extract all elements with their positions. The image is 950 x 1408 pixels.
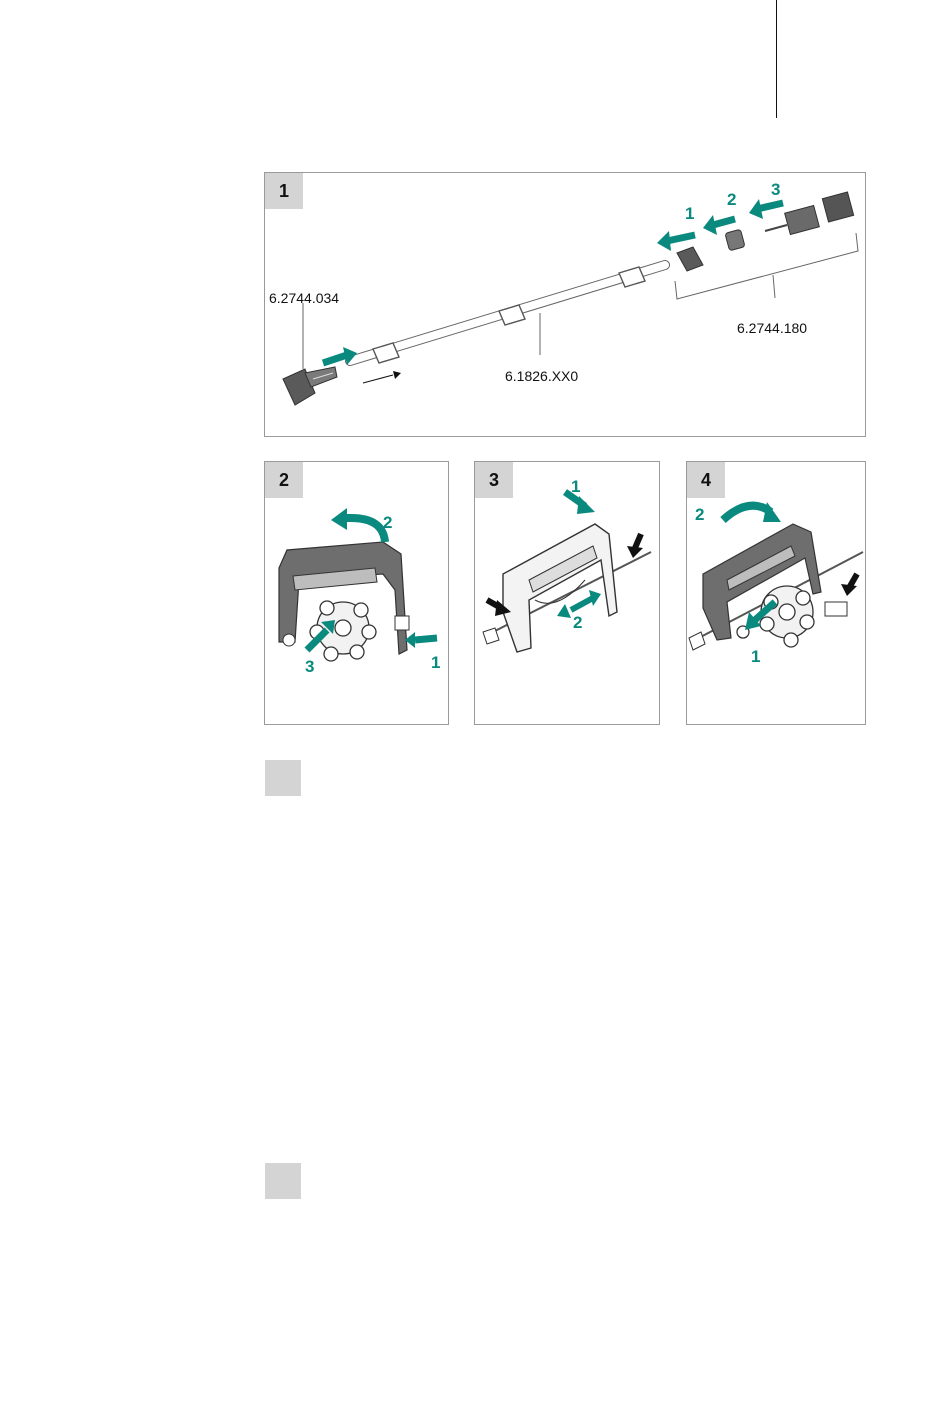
step-number: 3 <box>305 657 315 676</box>
part-number-label: 6.2744.034 <box>269 290 340 306</box>
cassette-insert-illustration <box>475 462 661 726</box>
margin-rule <box>776 0 777 118</box>
figure-panel-3 <box>474 461 660 725</box>
rotate-arrow-icon <box>331 508 385 542</box>
step-number: 1 <box>751 647 761 666</box>
step-number: 2 <box>383 513 393 532</box>
panel-number-badge: 2 <box>265 462 303 498</box>
tubing-connector-left <box>283 367 337 405</box>
rotate-arrow-icon <box>723 502 781 522</box>
step-number: 2 <box>573 613 583 632</box>
tubing-cassette <box>503 524 617 652</box>
tubing-assembly-illustration <box>265 173 867 438</box>
sleeve-part <box>725 229 745 251</box>
clamp-lever <box>825 602 847 616</box>
cassette-lock-illustration <box>687 462 867 726</box>
step-number: 2 <box>695 505 705 524</box>
figure-panel-4 <box>686 461 866 725</box>
step-number: 1 <box>571 477 581 496</box>
step-number: 1 <box>431 653 441 672</box>
pump-head-illustration <box>265 462 450 726</box>
figure-panel-1 <box>264 172 866 437</box>
step-marker-box <box>265 760 301 796</box>
panel-number-badge: 1 <box>265 173 303 209</box>
part-number-label: 6.2744.180 <box>737 320 808 336</box>
part-set-bracket <box>675 233 858 299</box>
assembly-arrow-icon <box>657 199 783 251</box>
figure-panel-2 <box>264 461 449 725</box>
nut-part <box>677 247 703 271</box>
step-number: 1 <box>685 204 695 223</box>
panel-number-badge: 3 <box>475 462 513 498</box>
step-marker-box <box>265 1163 301 1199</box>
panel-number-badge: 4 <box>687 462 725 498</box>
step-number: 2 <box>727 190 737 209</box>
part-number-label: 6.1826.XX0 <box>505 368 579 384</box>
step-number: 3 <box>771 180 781 199</box>
clamp-lever <box>395 616 409 630</box>
flow-direction-arrow-icon <box>363 371 401 383</box>
pump-roller-head <box>310 601 376 661</box>
pinch-arrow-icon <box>841 574 857 596</box>
